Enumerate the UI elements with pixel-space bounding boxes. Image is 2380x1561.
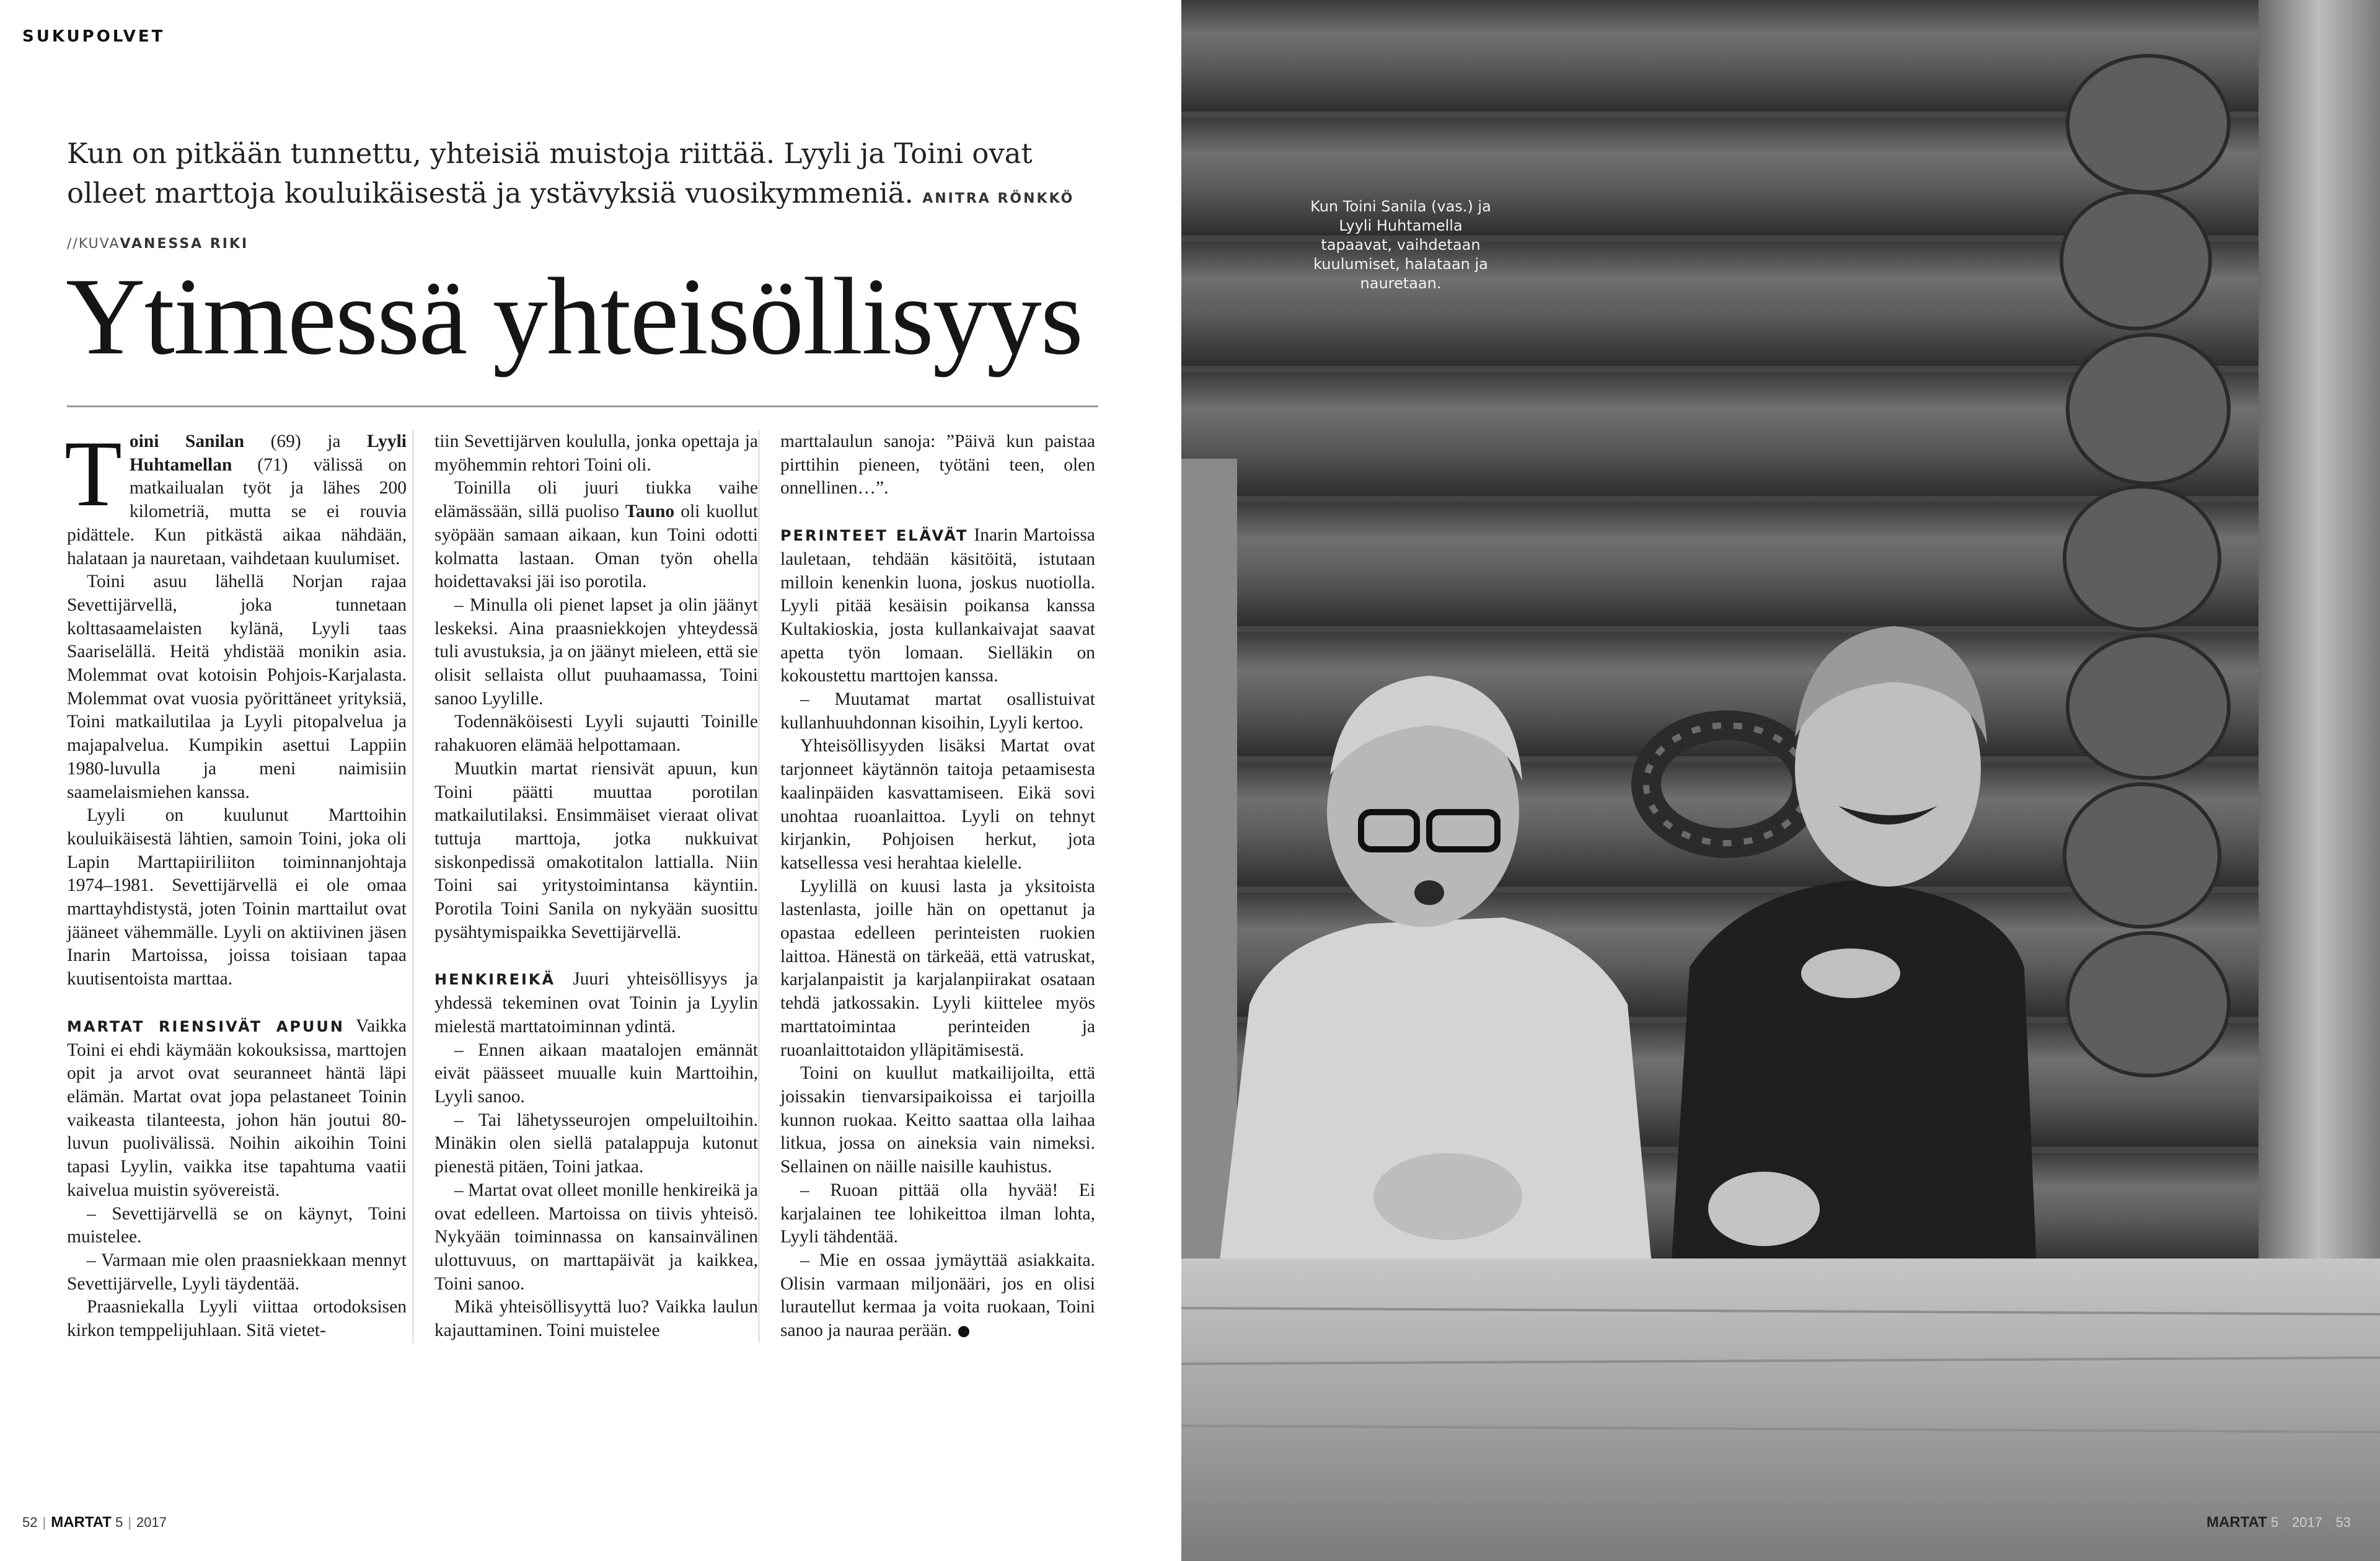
photographer-credit: VANESSA RIKI xyxy=(120,236,249,252)
article-paragraph: – Ennen aikaan maatalojen emännät eivät päässeet muualle kuin Marttoihin, Lyyli sanoo. xyxy=(434,1040,758,1107)
article-column-1 xyxy=(64,422,407,1343)
text-run: Inarin Martoissa lauletaan, tehdään käsitöitä, istutaan milloin kenenkin luona, joskus nuotiolla. Lyyli pitää kesäisin poikansa kanssa Kultakioskia, josta kullankaivajat saavat apetta työn lomaan. Sielläkin on kokoustettu marttojen kanssa. xyxy=(780,525,1096,686)
article-paragraph: Lyyli on kuulunut Marttoihin kouluikäisestä lähtien, samoin Toini, joka oli Lapin Marttapiiriliiton toiminnanjohtaja 1974–1981. Sevettijärvellä ei ole omaa marttayhdistystä, joten Toinin marttailut ovat jääneet vähemmälle. Lyyli on aktiivinen jäsen Inarin Martoissa, joissa toisiaan tapaa kuutisentoista marttaa. xyxy=(67,805,407,989)
person-name: oini Sanilan xyxy=(129,431,245,451)
text-run: Juuri yhteisöllisyys ja yhdessä tekeminen ovat Toinin ja Lyylin mielestä marttatoiminnan ydintä. xyxy=(434,969,758,1037)
text-run: Vaikka Toini ei ehdi käymään kokouksissa, marttojen opit ja arvot ovat seuranneet häntä läpi elämän. Martat ovat jopa pelastaneet Toinin vaikeasta tilanteesta, johon hän joutui 80-luvun puolivälissä. Noihin aikoihin Toini tapasi Lyylin, vaikka itse tapahtuma vaatii kaivelua muistin syövereistä. xyxy=(67,1015,407,1200)
folio-right: MARTAT 5 | 2017 | 53 xyxy=(2206,1514,2351,1531)
article-paragraph: Praasniekalla Lyyli viittaa ortodoksisen kirkon temppelijuhlaan. Sitä vietet- xyxy=(67,1297,407,1341)
issue-number: 5 xyxy=(2270,1515,2279,1530)
article-paragraph: Mikä yhteisöllisyyttä luo? Vaikka laulun kajauttaminen. Toini muistelee xyxy=(434,1297,758,1341)
issue-number: 5 xyxy=(115,1515,123,1530)
text-run: (71) välissä on matkailualan työt ja lähes 200 kilometriä, mutta se ei rouvia pidättele. Kun pitkästä aikaa nähdään, halataan ja nauretaan, vaihdetaan kuulumiset. xyxy=(67,454,407,568)
credit-separator: //KUVA xyxy=(67,236,120,252)
left-page xyxy=(0,0,1181,1561)
person-name: Lyyli Huhtamellan xyxy=(129,431,407,475)
article-paragraph xyxy=(780,524,1095,688)
article-paragraph xyxy=(434,477,758,594)
headline-rule xyxy=(67,405,1098,407)
photo-caption: Kun Toini Sanila (vas.) ja Lyyli Huhtamella tapaavat, vaihdetaan kuulumiset, halataan ja nauretaan. xyxy=(1310,198,1491,292)
article-paragraph: – Tai lähetysseurojen ompeluiltoihin. Minäkin olen siellä patalappuja kutonut pienestä pitäen, Toini jatkaa. xyxy=(434,1110,758,1177)
text-run: (69) ja xyxy=(244,431,368,451)
article-paragraph: – Muutamat martat osallistuivat kullanhuuhdonnan kisoihin, Lyyli kertoo. xyxy=(780,689,1095,733)
article-paragraph: – Martat ovat olleet monille henkireikä ja ovat edelleen. Martoissa on tiivis yhteisö. Nykyään toiminnassa on kansainvälinen ulottuvuus, on marttapäivät ja kaikkea, Toini sanoo. xyxy=(434,1180,758,1294)
headline: Ytimessä yhteisöllisyys xyxy=(66,255,1083,378)
folio-left: 52 | MARTAT 5 | 2017 xyxy=(22,1514,167,1531)
article-paragraph xyxy=(434,968,758,1038)
article-paragraph: Todennäköisesti Lyyli sujautti Toinille rahakuoren elämää helpottamaan. xyxy=(434,712,758,756)
section-label: SUKUPOLVET xyxy=(22,27,165,46)
article-column-2 xyxy=(413,430,758,1343)
article-paragraph: Toini asuu lähellä Norjan rajaa Sevettijärvellä, joka tunnetaan kolttasaamelaisten kylänä, Lyyli taas Saariselällä. Heitä yhdistää monikin asia. Molemmat ovat kotoisin Pohjois-Karjalasta. Molemmat ovat vuosia pyörittäneet yrityksiä, Toini matkailutilaa ja Lyyli pitopalvelua ja majapalvelua. Kumpikin asettui Lappiin 1980-luvulla ja meni naimisiin saamelaismiehen kanssa. xyxy=(67,572,407,802)
article-paragraph: – Ruoan pittää olla hyvää! Ei karjalainen tee lohikeittoa ilman lohta, Lyyli tähdentää. xyxy=(780,1180,1095,1247)
article-paragraph: Toini on kuullut matkailijoilta, että joissakin tienvarsipaikoissa ei tarjoilla kunnon ruokaa. Keitto saattaa olla laihaa litkua, jossa on aineksia vain nimeksi. Sellainen on näille naisille kauhistus. xyxy=(780,1063,1095,1177)
lead-text: Kun on pitkään tunnettu, yhteisiä muistoja riittää. Lyyli ja Toini ovat olleet marttoja kouluikäisestä ja ystävyksiä vuosikymmeniä. xyxy=(67,137,1033,210)
article-paragraph: tiin Sevettijärven koululla, jonka opettaja ja myöhemmin rehtori Toini oli. xyxy=(434,431,758,475)
article-paragraph: Yhteisöllisyyden lisäksi Martat ovat tarjonneet käytännön taitoja petaamisesta kaalinpäiden kasvattamiseen. Eikä sovi unohtaa ruoanlaittoa. Lyyli on tehnyt kirjankin, Pohjoisen herkut, jota katsellessa vesi herahtaa kielelle. xyxy=(780,736,1095,873)
subheading: PERINTEET ELÄVÄT xyxy=(780,527,969,545)
article-paragraph xyxy=(780,1249,1095,1343)
person-name: Tauno xyxy=(625,502,675,522)
lead-paragraph xyxy=(67,134,1083,264)
article-paragraph: – Sevettijärvellä se on käynyt, Toini muistelee. xyxy=(67,1203,407,1247)
article-column-3 xyxy=(759,430,1095,1343)
text-run: Toinilla oli juuri tiukka vaihe elämässään, sillä puoliso xyxy=(434,478,758,522)
subheading: MARTAT RIENSIVÄT APUUN xyxy=(67,1017,345,1035)
article-paragraph: Lyylillä on kuusi lasta ja yksitoista lastenlasta, joille hän on opettanut ja opastaa edelleen perinteisten ruokien laittoa. Hänestä on tärkeää, että vatruskat, karjalanpaistit ja karjalanpiirakat osataan tehdä jatkossakin. Lyyli kiittelee myös marttatoimintaa perinteiden ja ruoanlaittotaidon ylläpitämisestä. xyxy=(780,876,1095,1060)
subheading: HENKIREIKÄ xyxy=(434,971,556,989)
page-number: 53 xyxy=(2335,1515,2351,1530)
issue-year: 2017 xyxy=(136,1515,167,1530)
end-mark-icon xyxy=(958,1326,969,1337)
article-paragraph: marttalaulun sanoja: ”Päivä kun paistaa pirttihin pieneen, työtäni teen, olen onnellinen…”. xyxy=(780,431,1095,498)
page-number: 52 xyxy=(22,1515,38,1530)
article-paragraph: – Minulla oli pienet lapset ja olin jäänyt leskeksi. Aina praasniekkojen yhteydessä tuli avustuksia, ja on jäänyt mieleen, että sie olisit sellaista ollut puuhaamassa, Toini sanoo Lyylille. xyxy=(434,595,758,709)
text-run: oli kuollut syöpään samaan aikaan, kun Toini odotti kolmatta lastaan. Oman työn ohella hoidettavaksi jäi iso porotila. xyxy=(434,502,759,592)
issue-year: 2017 xyxy=(2291,1515,2322,1530)
railing-log xyxy=(1181,1258,2380,1561)
magazine-name: MARTAT xyxy=(2206,1514,2267,1531)
magazine-name: MARTAT xyxy=(51,1514,112,1531)
article-paragraph: Muutkin martat riensivät apuun, kun Toini päätti muuttaa porotilan matkailutilaksi. Ensimmäiset vieraat olivat tuttuja marttoja, jotka nukkuivat siskonpedissä omakotitalon lattialla. Niin Toini sai yritystoimintansa käyntiin. Porotila Toini Sanila on nykyään suosittu pysähtymispaikka Sevettijärvellä. xyxy=(434,758,758,942)
article-paragraph xyxy=(67,1015,407,1203)
article-paragraph xyxy=(64,422,407,570)
author-credit: ANITRA RÖNKKÖ xyxy=(922,191,1075,206)
dropcap: T xyxy=(64,422,122,526)
text-run: – Mie en ossaa jymäyttää asiakkaita. Olisin varmaan miljonääri, jos en olisi lurautellut kermaa ja voita ruokaan, Toini sanoo ja nauraa perään. xyxy=(780,1250,1095,1341)
article-paragraph: – Varmaan mie olen praasniekkaan mennyt Sevettijärvelle, Lyyli täydentää. xyxy=(67,1250,407,1294)
